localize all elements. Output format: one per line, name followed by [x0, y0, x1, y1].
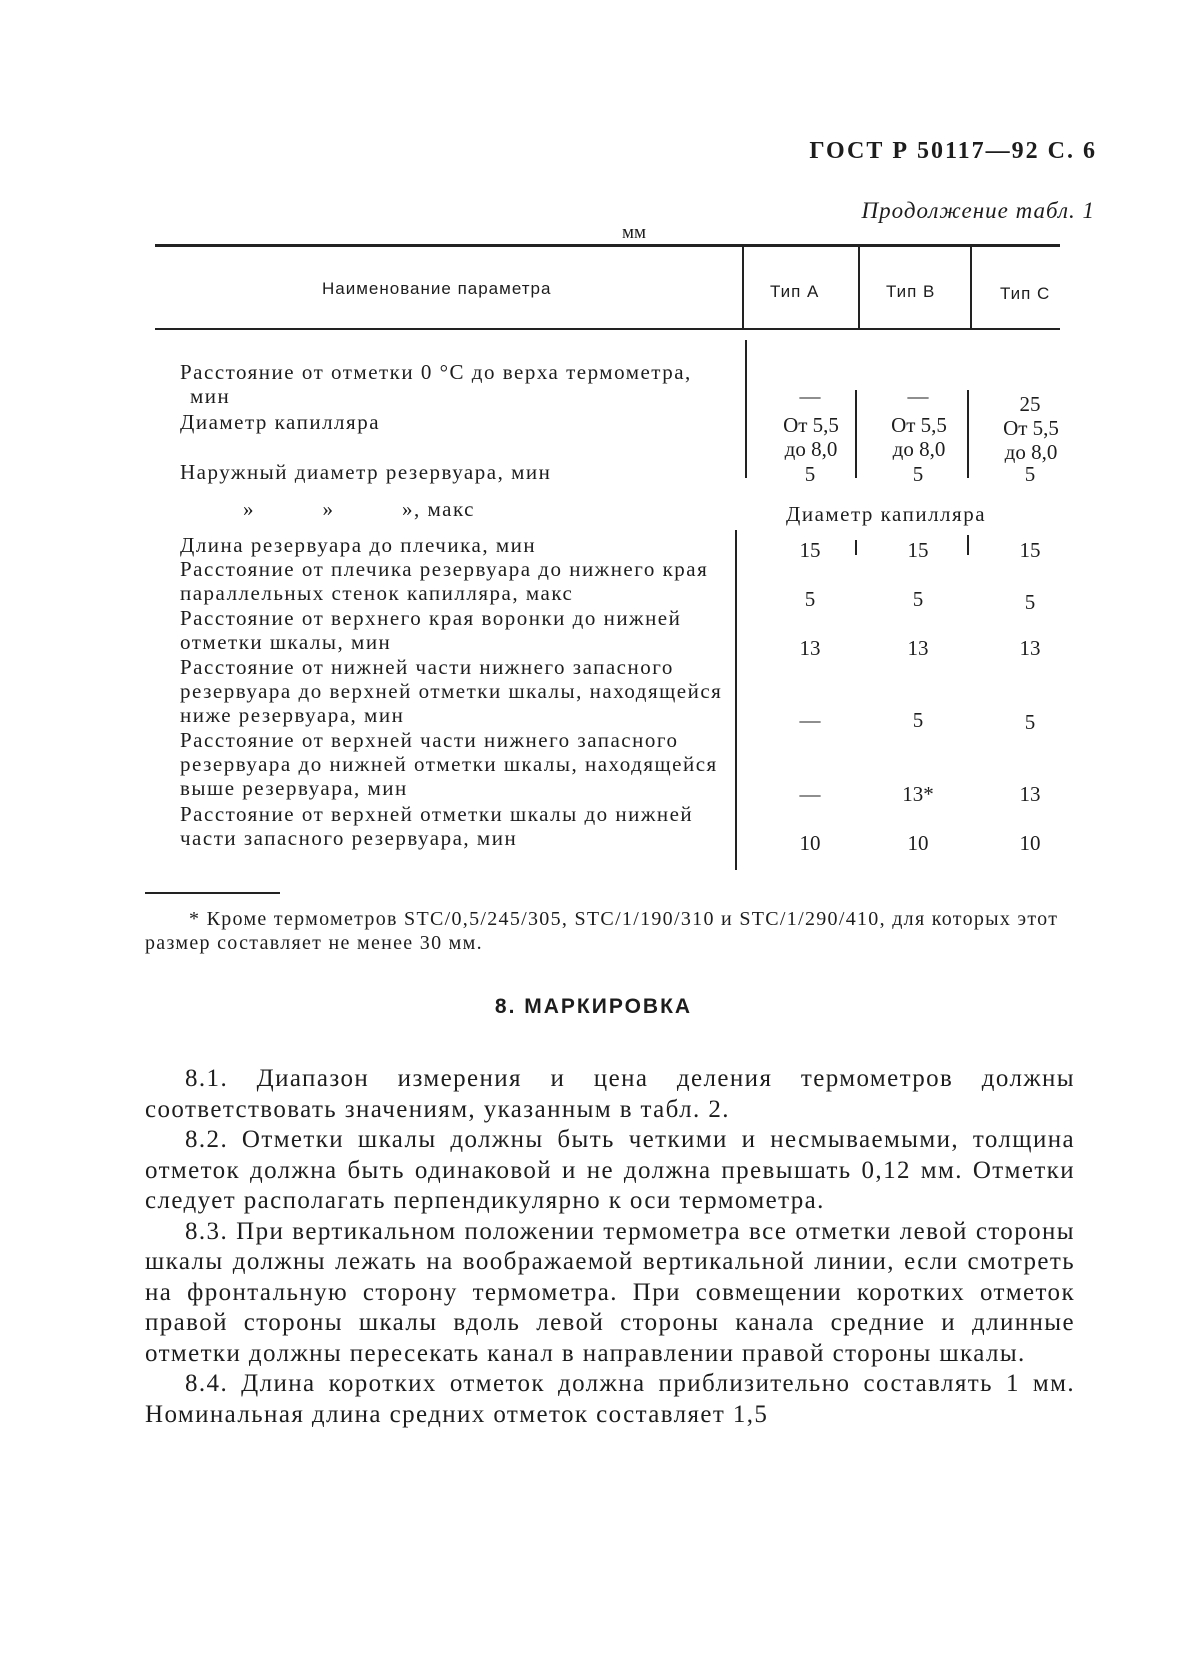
column-divider-1 — [742, 245, 744, 329]
table-cell-type-c: 10 — [1019, 831, 1041, 855]
table-cell-type-c: 5 — [1024, 710, 1036, 734]
table-cell-type-c: 15 — [1019, 538, 1041, 562]
column-header-type-a: Тип А — [770, 282, 820, 301]
section-body — [145, 1064, 1075, 1430]
table-cell-type-a: От 5,5 до 8,0 — [783, 413, 839, 461]
table-cell-type-b: 5 — [912, 587, 924, 611]
table-row-param: Наружный диаметр резервуара, мин — [180, 460, 552, 484]
table-row-param: Диаметр капилляра — [180, 410, 381, 434]
table-cell-type-c: 13 — [1019, 782, 1041, 806]
table-cell-type-b: От 5,5 до 8,0 — [891, 413, 947, 461]
table-cell-type-c: От 5,5 до 8,0 — [1003, 416, 1059, 464]
table-row-param: » » », макс — [243, 497, 475, 521]
column-header-param: Наименование параметра — [322, 279, 552, 298]
table-row-param: Расстояние от верхней части нижнего запасного резервуара до нижней отметки шкалы, находящейся выше резервуара, мин — [180, 728, 718, 800]
table-cell-type-b: 15 — [907, 538, 929, 562]
table-cell-type-a: — — [799, 782, 821, 806]
table-cell-type-c: 5 — [1024, 462, 1036, 486]
table-row-param: Расстояние от плечика резервуара до нижнего края параллельных стенок капилляра, макс — [180, 557, 709, 605]
table-row-param: Расстояние от отметки 0 °С до верха термометра, мин — [180, 360, 692, 408]
table-cell-type-c: 25 — [1019, 392, 1041, 416]
table-cell-type-a: 5 — [804, 587, 816, 611]
table-footnote: * Кроме термометров STC/0,5/245/305, STC/1/190/310 и STC/1/290/410, для которых этот размер составляет не менее 30 мм. — [145, 908, 1059, 954]
paragraph: 8.1. Диапазон измерения и цена деления термометров должны соответствовать значениям, указанным в табл. 2. — [145, 1065, 1075, 1123]
table-cell-type-b: 5 — [912, 708, 924, 732]
table-header-bottom-rule — [155, 328, 1060, 330]
table-cell-type-b: — — [907, 384, 929, 408]
table-top-rule — [155, 244, 1060, 247]
table-span-cell: Диаметр капилляра — [786, 502, 987, 526]
column-header-type-c: Тип С — [1000, 284, 1051, 303]
table-row-param: Длина резервуара до плечика, мин — [180, 533, 537, 557]
table-cell-type-c: 5 — [1024, 590, 1036, 614]
table-cell-type-b: 13 — [907, 636, 929, 660]
table-cell-type-b: 5 — [912, 462, 924, 486]
table-row-param: Расстояние от нижней части нижнего запасного резервуара до верхней отметки шкалы, находящейся ниже резервуара, мин — [180, 655, 723, 727]
table-cell-type-a: 15 — [799, 538, 821, 562]
page-header: ГОСТ Р 50117—92 С. 6 — [809, 138, 1097, 164]
body-divider-1a — [745, 340, 747, 478]
table-units: мм — [622, 222, 647, 243]
table-row-param: Расстояние от верхнего края воронки до нижней отметки шкалы, мин — [180, 606, 682, 654]
section-title: 8. МАРКИРОВКА — [494, 995, 693, 1018]
table-cell-type-a: — — [799, 384, 821, 408]
table-cell-type-a: — — [799, 708, 821, 732]
table-cell-type-b: 10 — [907, 831, 929, 855]
table-cell-type-c: 13 — [1019, 636, 1041, 660]
column-divider-3 — [970, 245, 972, 329]
paragraph: 8.3. При вертикальном положении термометра все отметки левой стороны шкалы должны лежать на воображаемой вертикальной линии, если смотреть на фронтальную сторону термометра. При совмещении коротких отметок правой стороны шкалы вдоль левой стороны канала средние и длинные отметки должны пересекать канал в направлении правой стороны шкалы. — [145, 1217, 1075, 1367]
column-header-type-b: Тип В — [886, 282, 936, 301]
table-cell-type-b: 13* — [902, 782, 934, 806]
footnote-rule — [145, 892, 280, 894]
table-continuation-label: Продолжение табл. 1 — [861, 198, 1095, 223]
table-cell-type-a: 5 — [804, 462, 816, 486]
body-divider-1b — [735, 530, 737, 870]
table-row-param: Расстояние от верхней отметки шкалы до нижней части запасного резервуара, мин — [180, 802, 694, 850]
paragraph: 8.4. Длина коротких отметок должна приблизительно составлять 1 мм. Номинальная длина средних отметок составляет 1,5 — [145, 1370, 1075, 1428]
paragraph: 8.2. Отметки шкалы должны быть четкими и несмываемыми, толщина отметок должна быть одинаковой и не должна превышать 0,12 мм. Отметки следует располагать перпендикулярно к оси термометра. — [145, 1126, 1075, 1214]
table-cell-type-a: 10 — [799, 831, 821, 855]
column-divider-2 — [858, 245, 860, 329]
table-cell-type-a: 13 — [799, 636, 821, 660]
